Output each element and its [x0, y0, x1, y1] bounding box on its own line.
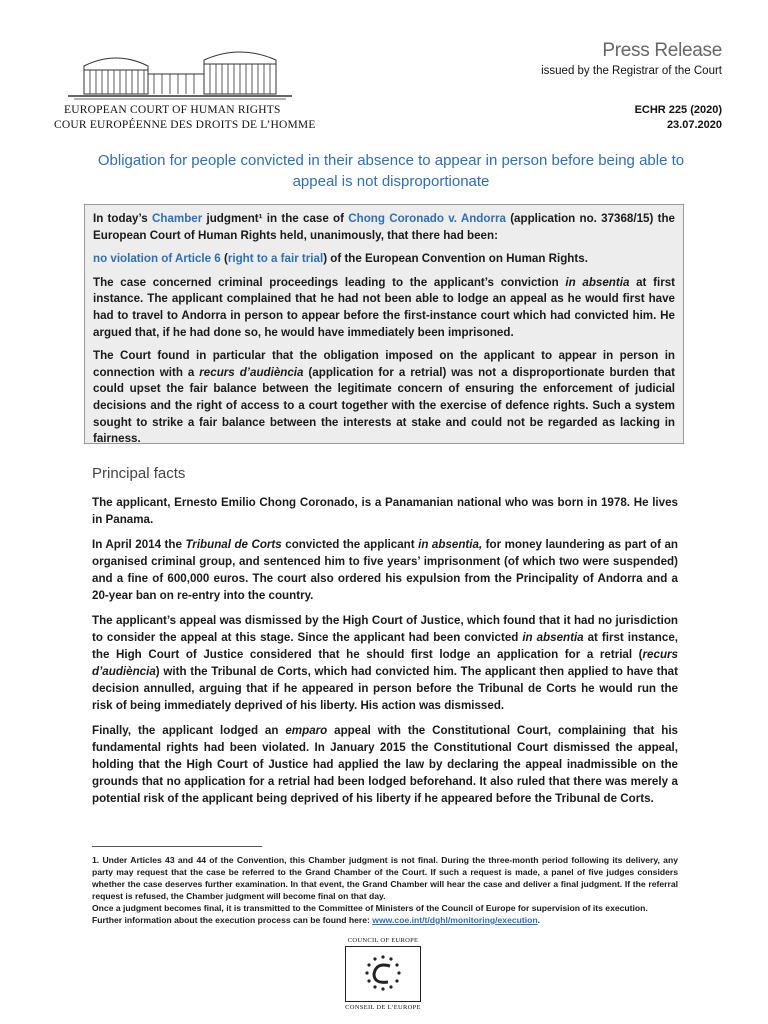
coe-emblem [345, 946, 421, 1002]
right-term: right to a fair trial [227, 252, 324, 266]
facts-paragraph: In April 2014 the Tribunal de Corts convicted the applicant in absentia, for money laundering as part of an organised criminal group, and sentenced him to five years’ imprisonment (of which two were suspended) and a fine of 600,000 euros. The court also ordered his expulsion from the Principality of Andorra and a 20-year ban on re-entry into the country. [92, 538, 678, 602]
reference-block [635, 103, 722, 133]
summary-finding: no violation of Article 6 (right to a fair trial) of the European Convention on Human Rights. [93, 252, 588, 266]
summary-intro: In today’s Chamber judgment¹ in the case of Chong Coronado v. Andorra (application no. 37368/15) the European Court of Human Rights held, unanimously, that there had been: [93, 212, 676, 242]
principal-facts-heading: Principal facts [92, 465, 186, 482]
council-of-europe-logo [340, 937, 426, 1017]
violation-term: no violation of Article 6 [93, 252, 221, 266]
coe-name-fr: CONSEIL DE L’EUROPE [345, 1004, 421, 1011]
chamber-term: Chamber [151, 212, 203, 225]
reference-number: ECHR 225 (2020) [634, 104, 722, 116]
facts-paragraph: Finally, the applicant lodged an emparo appeal with the Constitutional Court, complaining that his fundamental rights had been violated. In January 2015 the Constitutional Court dismissed the appeal, holding that the High Court of Justice had applied the law by declaring the appeal inadmissible on the grounds that no application for a retrial had been lodged beforehand. It also ruled that there was merely a potential risk of the applicant being deprived of his liberty if he appeared before the Tribunal de Corts. [92, 724, 679, 805]
case-name: Chong Coronado v. Andorra [348, 212, 506, 225]
summary-court-findings: The Court found in particular that the obligation imposed on the applicant to appear in person in connection with a recurs d’audiència (application for a retrial) was not a disproportionate burden that could upset the fair balance between the legitimate concern of ensuring the enforcement of judicial decisions and the right of access to a court together with the exercise of defence rights. Such a system sought to strike a fair balance between the interests at stake and could not be regarded as lacking in fairness. [93, 349, 675, 446]
footnote-text: Further information about the execution process can be found here: www.coe.int/t/dghl/monitoring/execution. [92, 915, 541, 925]
summary-box [84, 204, 684, 444]
summary-case: The case concerned criminal proceedings leading to the applicant’s conviction in absentia at first instance. The applicant complained that he had not been able to lodge an appeal as he would first have had to travel to Andorra in person to appear before the first-instance court which had convicted him. He argued that, if he had done so, he would have immediately been imprisoned. [93, 275, 676, 339]
press-release-subtitle: issued by the Registrar of the Court [541, 65, 722, 77]
principal-facts-body [92, 494, 678, 815]
coe-name-en: COUNCIL OF EUROPE [347, 937, 419, 944]
press-release-header [541, 40, 722, 77]
facts-paragraph: The applicant, Ernesto Emilio Chong Coronado, is a Panamanian national who was born in 1978. He lives in Panama. [92, 496, 678, 526]
footnote-text: Once a judgment becomes final, it is transmitted to the Committee of Ministers of the Council of Europe for supervision of its execution. [92, 903, 648, 913]
headline: Obligation for people convicted in their absence to appear in person before being able to appeal is not disproportionate [97, 152, 685, 190]
footnote-divider [92, 846, 262, 847]
facts-paragraph: The applicant’s appeal was dismissed by the High Court of Justice, which found that it had no jurisdiction to consider the appeal at this stage. Since the applicant had been convicted in absentia at first instance, the High Court of Justice considered that he should first lodge an application for a retrial (recurs d’audiència) with the Tribunal de Corts, which had convicted him. The applicant then applied to have that decision annulled, arguing that if he appeared in person before the Tribunal de Corts he would run the risk of being immediately deprived of his liberty. His action was dismissed. [92, 614, 678, 712]
court-name-fr: COUR EUROPÉENNE DES DROITS DE L’HOMME [54, 119, 316, 131]
release-date: 23.07.2020 [666, 119, 722, 131]
execution-link[interactable]: www.coe.int/t/dghl/monitoring/execution [372, 915, 538, 925]
footnote-text: 1. Under Articles 43 and 44 of the Convention, this Chamber judgment is not final. During the three-month period following its delivery, any party may request that the case be referred to the Grand Chamber of the Court. If such a request is made, a panel of five judges considers whether the case deserves further examination. In that event, the Grand Chamber will hear the case and deliver a final judgment. If the referral request is refused, the Chamber judgment will become final on that day. [92, 855, 678, 901]
coe-stars-icon [358, 952, 408, 996]
press-release-title: Press Release [602, 40, 722, 61]
court-name-en: EUROPEAN COURT OF HUMAN RIGHTS [64, 104, 281, 116]
footnote [92, 854, 678, 926]
